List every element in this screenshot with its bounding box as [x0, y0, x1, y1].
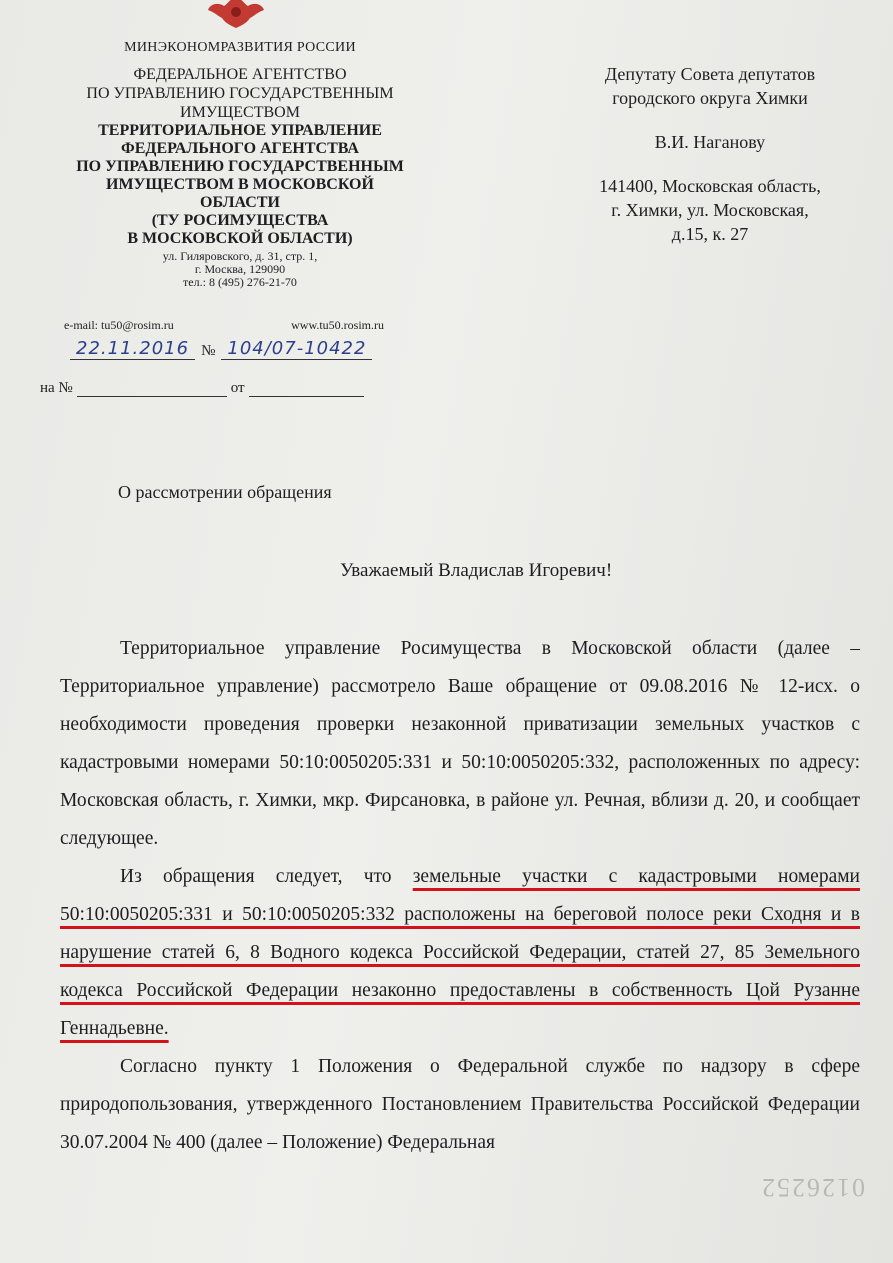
reply-date-blank [249, 380, 364, 397]
department-name: ТЕРРИТОРИАЛЬНОЕ УПРАВЛЕНИЕ ФЕДЕРАЛЬНОГО АГЕНТСТВА ПО УПРАВЛЕНИЮ ГОСУДАРСТВЕННЫМ ИМУЩЕСТВОМ В МОСКОВСКОЙ ОБЛАСТИ (ТУ РОСИМУЩЕСТВА В МОСКОВСКОЙ ОБЛАСТИ) [76, 122, 404, 247]
bleed-through-stamp: 0126252 [760, 1173, 865, 1202]
paragraph-1: Территориальное управление Росимущества в Московской области (далее – Территориальное управление) рассмотрело Ваше обращение от 09.08.2016 № 12-исх. о необходимости проведения проверки незаконной приватизации земельных участков с кадастровыми номерами 50:10:0050205:331 и 50:10:0050205:332, расположенных по адресу: Московская область, г. Химки, мкр. Фирсановка, в районе ул. Речная, вблизи д. 20, и сообщает следующее. [60, 638, 860, 849]
paragraph-3: Согласно пункту 1 Положения о Федеральной службе по надзору в сфере природопользования, утвержденного Постановлением Правительства Российской Федерации 30.07.2004 № 400 (далее – Положение) Федеральная [60, 1056, 860, 1153]
sender-website: www.tu50.rosim.ru [291, 318, 384, 332]
outgoing-number: 104/07-10422 [221, 338, 372, 360]
recipient-name: В.И. Наганову [654, 132, 766, 152]
outgoing-date: 22.11.2016 [70, 338, 195, 360]
reply-number-blank [77, 380, 227, 397]
sender-email: e-mail: tu50@rosim.ru [64, 318, 174, 332]
reply-reference [40, 380, 364, 397]
reply-date-label: от [230, 380, 245, 396]
sender-contacts [64, 318, 384, 333]
highlighted-passage: земельные участки с кадастровыми номерами 50:10:0050205:331 и 50:10:0050205:332 расположены на береговой полосе реки Сходня и в нарушение статей 6, 8 Водного кодекса Российской Федерации, статей 27, 85 Земельного кодекса Российской Федерации незаконно предоставлены в собственность Цой Рузанне Геннадьевне. [60, 866, 860, 1039]
recipient-block: Депутату Совета депутатов городского округа Химки В.И. Наганову 141400, Московская область, г. Химки, ул. Московская, д.15, к. 27 [560, 62, 860, 246]
paragraph-2: Из обращения следует, что земельные участки с кадастровыми номерами 50:10:0050205:331 и 50:10:0050205:332 расположены на береговой полосе реки Сходня и в нарушение статей 6, 8 Водного кодекса Российской Федерации, статей 27, 85 Земельного кодекса Российской Федерации незаконно предоставлены в собственность Цой Рузанне Геннадьевне. [60, 866, 860, 1039]
ministry-name: МИНЭКОНОМРАЗВИТИЯ РОССИИ [124, 40, 356, 55]
number-prefix: № [201, 343, 216, 359]
coat-of-arms-icon [200, 0, 272, 28]
registration-line [70, 338, 372, 360]
sender-header [60, 38, 420, 289]
letter-subject: О рассмотрении обращения [118, 482, 332, 502]
letter-body [60, 630, 860, 1162]
agency-name: ФЕДЕРАЛЬНОЕ АГЕНТСТВО ПО УПРАВЛЕНИЮ ГОСУДАРСТВЕННЫМ ИМУЩЕСТВОМ [86, 66, 394, 121]
salutation: Уважаемый Владислав Игоревич! [340, 560, 613, 581]
sender-address: ул. Гиляровского, д. 31, стр. 1, г. Москва, 129090 тел.: 8 (495) 276-21-70 [162, 249, 318, 289]
reply-number-label: на № [40, 380, 73, 396]
